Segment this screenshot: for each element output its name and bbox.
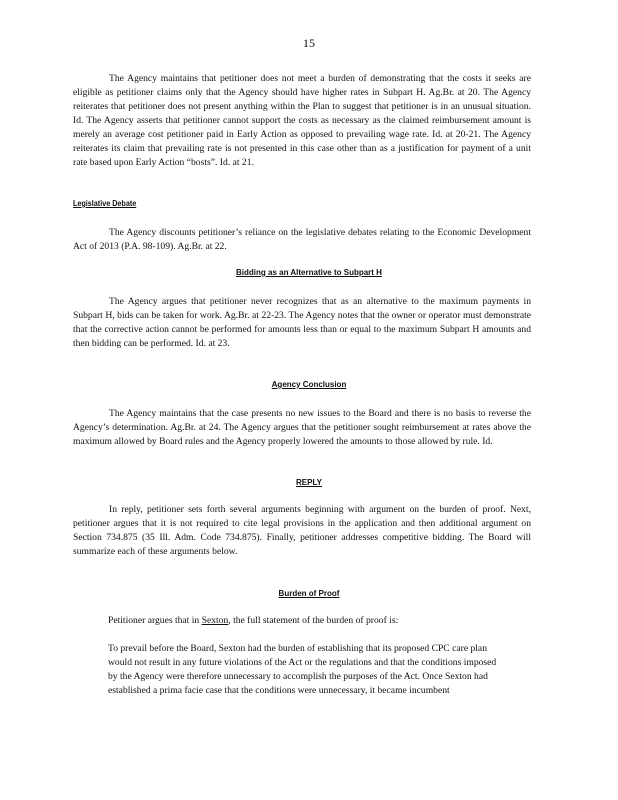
paragraph-bidding-text: The Agency argues that petitioner never recognizes that as an alternative to the maximum payments in Subpart H, bids can be taken for work. Ag.Br. at 22-23. The Agency notes that the owner or operator must demonstrate that the corrective action cannot be performed for amounts less than or equal to the maximum Subpart H amounts and then bidding can be performed. Id. at 23. [73,296,531,349]
page-number: 15 [303,36,315,50]
paragraph-bidding [73,295,531,351]
paragraph-agency-burden [73,72,531,170]
paragraph-agency-conclusion [73,407,531,449]
paragraph-burden-intro [108,614,531,628]
paragraph-reply [73,503,531,559]
burden-intro-text-end: , the full statement of the burden of proof is: [228,615,399,626]
paragraph-legislative-debate-text: The Agency discounts petitioner’s reliance on the legislative debates relating to the Economic Development Act of 2013 (P.A. 98-109). Ag.Br. at 22. [73,227,531,252]
heading-bidding-alternative: Bidding as an Alternative to Subpart H [236,268,382,277]
paragraph-legislative-debate [73,226,531,254]
heading-agency-conclusion: Agency Conclusion [271,380,347,389]
heading-burden-of-proof: Burden of Proof [278,589,340,598]
heading-reply: REPLY [296,478,322,487]
heading-legislative-debate: Legislative Debate [73,199,137,208]
paragraph-agency-conclusion-text: The Agency maintains that the case presents no new issues to the Board and there is no basis to reverse the Agency’s determination. Ag.Br. at 24. The Agency argues that the petitioner sought reimbursement at rates above the maximum allowed by Board rules and the Agency properly lowered the amounts to those allowed by rule. Id. [73,408,531,447]
burden-intro-text: Petitioner argues that in [108,615,202,626]
paragraph-reply-text: In reply, petitioner sets forth several arguments beginning with argument on the burden of proof. Next, petitioner argues that it is not required to cite legal provisions in the application and then additional argument on Section 734.875 (35 Ill. Adm. Code 734.875). Finally, petitioner addresses competitive bidding. The Board will summarize each of these arguments below. [73,504,531,557]
paragraph-agency-burden-text: The Agency maintains that petitioner does not meet a burden of demonstrating that the costs it seeks are eligible as petitioner claims only that the Agency should have higher rates in Subpart H. Ag.Br. at 20. The Agency reiterates that petitioner does not present anything within the Plan to suggest that petitioner is in an unusual situation. Id. The Agency asserts that petitioner cannot support the costs as necessary as the claimed reimbursement amount is merely an average cost petitioner paid in Early Action as opposed to prevailing wage rate. Id. at 20-21. The Agency reiterates its claim that prevailing rate is not presented in this case other than as a justification for payment of a unit rate based upon Early Action “bosts”. Id. at 21. [73,73,531,168]
block-quote-sexton: To prevail before the Board, Sexton had the burden of establishing that its proposed CPC care plan would not result in any future violations of the Act or the regulations and that the conditions imposed by the Agency were therefore unnecessary to accomplish the purposes of the Act. Once Sexton had established a prima facie case that the conditions were unnecessary, it became incumbent [108,643,497,696]
case-citation-sexton: Sexton [201,615,229,626]
